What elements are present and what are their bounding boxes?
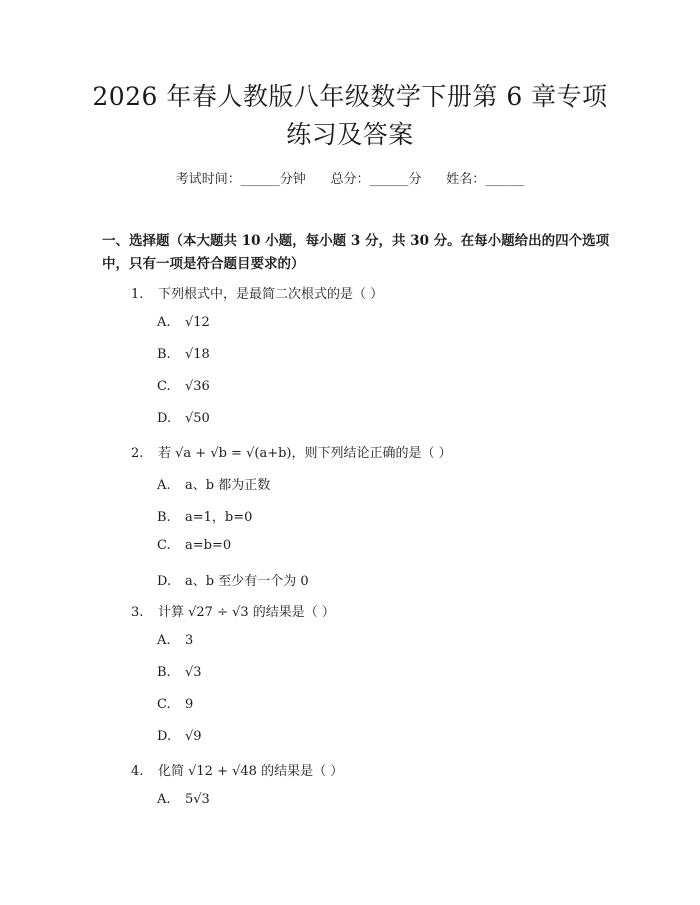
- option-text: 3: [185, 633, 194, 648]
- question-text: 若 √a + √b = √(a+b)，则下列结论正确的是（ ）: [158, 446, 452, 461]
- option-letter: D.: [157, 411, 172, 426]
- option-text: √36: [185, 379, 210, 394]
- option-text: √18: [185, 347, 210, 362]
- question-1-option-c: [157, 379, 210, 394]
- question-text: 下列根式中，是最简二次根式的是（ ）: [158, 287, 384, 302]
- question-text: 化简 √12 + √48 的结果是（ ）: [158, 764, 344, 779]
- option-text: 9: [185, 697, 194, 712]
- option-letter: C.: [157, 379, 171, 394]
- question-number: 3.: [131, 605, 144, 620]
- question-number: 1.: [131, 287, 144, 302]
- option-letter: B.: [157, 665, 171, 680]
- question-1-option-d: [157, 411, 210, 426]
- option-letter: C.: [157, 538, 171, 553]
- question-2-option-b: [157, 506, 252, 525]
- question-4: [131, 760, 343, 779]
- option-letter: A.: [157, 633, 171, 648]
- option-letter: A.: [157, 792, 171, 807]
- question-3: [131, 601, 335, 620]
- title-line-1: 2026 年春人教版八年级数学下册第 6 章专项: [92, 82, 608, 111]
- document-title: [90, 78, 610, 154]
- option-text: √9: [185, 729, 202, 744]
- question-1-option-b: [157, 347, 210, 362]
- question-2-option-c: [157, 538, 231, 553]
- question-1: [131, 283, 383, 302]
- question-number: 2.: [131, 446, 144, 461]
- option-text: 5√3: [185, 792, 210, 807]
- option-letter: B.: [157, 347, 171, 362]
- option-letter: D.: [157, 729, 172, 744]
- option-text: a=1，b=0: [185, 510, 253, 525]
- option-letter: A.: [157, 315, 171, 330]
- option-text: √3: [185, 665, 202, 680]
- question-3-option-c: [157, 697, 193, 712]
- question-1-option-a: [157, 315, 210, 330]
- option-text: a=b=0: [185, 538, 232, 553]
- question-3-option-a: [157, 633, 193, 648]
- question-2-option-a: [157, 474, 270, 493]
- option-letter: D.: [157, 574, 172, 589]
- option-letter: A.: [157, 478, 171, 493]
- option-text: √50: [185, 411, 210, 426]
- title-line-2: 练习及答案: [286, 120, 414, 149]
- option-letter: C.: [157, 697, 171, 712]
- question-3-option-d: [157, 729, 202, 744]
- option-text: √12: [185, 315, 210, 330]
- option-text: a、b 都为正数: [185, 478, 271, 493]
- question-text: 计算 √27 ÷ √3 的结果是（ ）: [158, 605, 335, 620]
- option-letter: B.: [157, 510, 171, 525]
- question-3-option-b: [157, 665, 202, 680]
- section-heading: 一、选择题（本大题共 10 小题，每小题 3 分，共 30 分。在每小题给出的四个选项中，只有一项是符合题目要求的）: [102, 233, 610, 272]
- question-2: [131, 442, 452, 461]
- question-4-option-a: [157, 792, 210, 807]
- exam-info-line: 考试时间：______分钟 总分：______分 姓名：______: [175, 172, 525, 187]
- question-number: 4.: [131, 764, 144, 779]
- question-2-option-d: [157, 570, 309, 589]
- option-text: a、b 至少有一个为 0: [185, 574, 309, 589]
